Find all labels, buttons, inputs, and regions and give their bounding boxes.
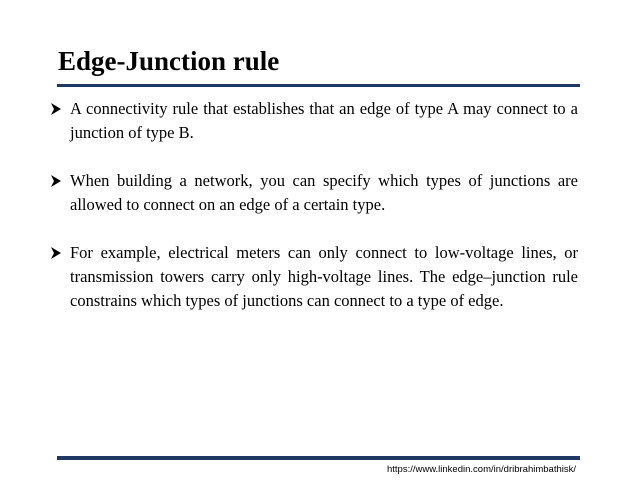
bullet-text: For example, electrical meters can only connect to low-voltage lines, or transmission towers carry only high-voltage lines. The edge–junction rule constrains which types of junctions can connect to a type of edge. bbox=[70, 243, 578, 310]
bullet-text: When building a network, you can specify which types of junctions are allowed to connect on an edge of a certain type. bbox=[70, 171, 578, 214]
arrow-bullet-icon bbox=[50, 247, 62, 259]
arrow-bullet-icon bbox=[50, 103, 62, 115]
bullet-text: A connectivity rule that establishes that an edge of type A may connect to a junction of type B. bbox=[70, 99, 578, 142]
arrow-bullet-icon bbox=[50, 175, 62, 187]
bullet-item bbox=[50, 241, 578, 313]
title-underline bbox=[57, 84, 580, 87]
slide-title: Edge-Junction rule bbox=[58, 46, 280, 76]
footer-link[interactable]: https://www.linkedin.com/in/dribrahimbathisk/ bbox=[386, 464, 576, 475]
bullet-item bbox=[50, 97, 578, 145]
bullet-list bbox=[50, 97, 578, 337]
footer-divider bbox=[57, 456, 580, 460]
bullet-item bbox=[50, 169, 578, 217]
